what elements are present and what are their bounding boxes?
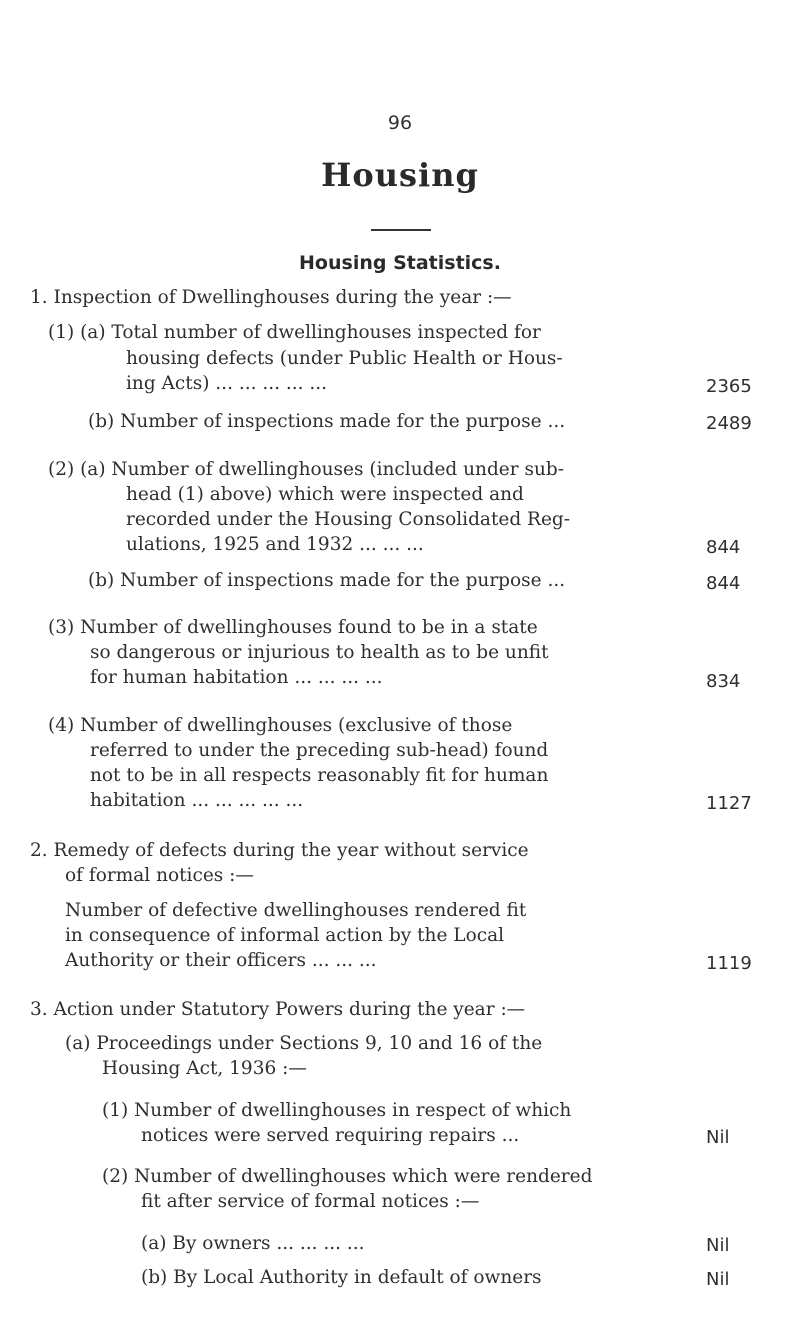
section1-heading: 1. Inspection of Dwellinghouses during the year :—	[30, 287, 512, 308]
section3-sub-a-line1: (a) Proceedings under Sections 9, 10 and 16 of the	[65, 1033, 543, 1054]
item3-line3: for human habitation ... ... ... ...	[90, 667, 383, 688]
section3-heading: 3. Action under Statutory Powers during the year :—	[30, 999, 526, 1020]
section3-item2b-text: (b) By Local Authority in default of owners	[141, 1267, 542, 1288]
section-subtitle: Housing Statistics.	[299, 252, 501, 274]
section3-item2-line2: fit after service of formal notices :—	[141, 1191, 480, 1212]
item2b-text: (b) Number of inspections made for the purpose ...	[88, 570, 566, 591]
page-number: 96	[387, 112, 413, 134]
item2a-value: 844	[706, 537, 741, 558]
title-divider	[371, 229, 431, 231]
item4-value: 1127	[706, 793, 752, 814]
item1a-line1: (1) (a) Total number of dwellinghouses inspected for	[48, 322, 541, 343]
item1a-value: 2365	[706, 376, 752, 397]
section3-item2b-value: Nil	[706, 1269, 730, 1290]
item2a-line3: recorded under the Housing Consolidated Reg-	[126, 509, 571, 530]
item2a-line1: (2) (a) Number of dwellinghouses (included under sub-	[48, 459, 564, 480]
section2-body-line3: Authority or their officers ... ... ...	[65, 950, 377, 971]
item1b-text: (b) Number of inspections made for the purpose ...	[88, 411, 566, 432]
section3-sub-a-line2: Housing Act, 1936 :—	[102, 1058, 307, 1079]
item4-line3: not to be in all respects reasonably fit for human	[90, 765, 549, 786]
item3-value: 834	[706, 671, 741, 692]
item2a-line4: ulations, 1925 and 1932 ... ... ...	[126, 534, 424, 555]
item1b-value: 2489	[706, 413, 752, 434]
section3-item2-line1: (2) Number of dwellinghouses which were rendered	[102, 1166, 593, 1187]
section2-body-line1: Number of defective dwellinghouses rendered fit	[65, 900, 527, 921]
item4-line2: referred to under the preceding sub-head) found	[90, 740, 549, 761]
item1a-line2: housing defects (under Public Health or Hous-	[126, 348, 563, 369]
section2-heading-line1: 2. Remedy of defects during the year without service	[30, 840, 529, 861]
item2b-value: 844	[706, 573, 741, 594]
section2-body-line2: in consequence of informal action by the Local	[65, 925, 505, 946]
section3-item2a-text: (a) By owners ... ... ... ...	[141, 1233, 365, 1254]
section2-heading-line2: of formal notices :—	[65, 865, 254, 886]
item1a-line3: ing Acts) ... ... ... ... ...	[126, 373, 328, 394]
section3-item1-line1: (1) Number of dwellinghouses in respect of which	[102, 1100, 572, 1121]
section3-item1-line2: notices were served requiring repairs ...	[141, 1125, 520, 1146]
section3-item2a-value: Nil	[706, 1235, 730, 1256]
item4-line1: (4) Number of dwellinghouses (exclusive of those	[48, 715, 513, 736]
item3-line1: (3) Number of dwellinghouses found to be in a state	[48, 617, 538, 638]
item4-line4: habitation ... ... ... ... ...	[90, 790, 304, 811]
section3-item1-value: Nil	[706, 1127, 730, 1148]
item2a-line2: head (1) above) which were inspected and	[126, 484, 524, 505]
section2-value: 1119	[706, 953, 752, 974]
item3-line2: so dangerous or injurious to health as to be unfit	[90, 642, 549, 663]
page-title: Housing	[321, 156, 479, 194]
